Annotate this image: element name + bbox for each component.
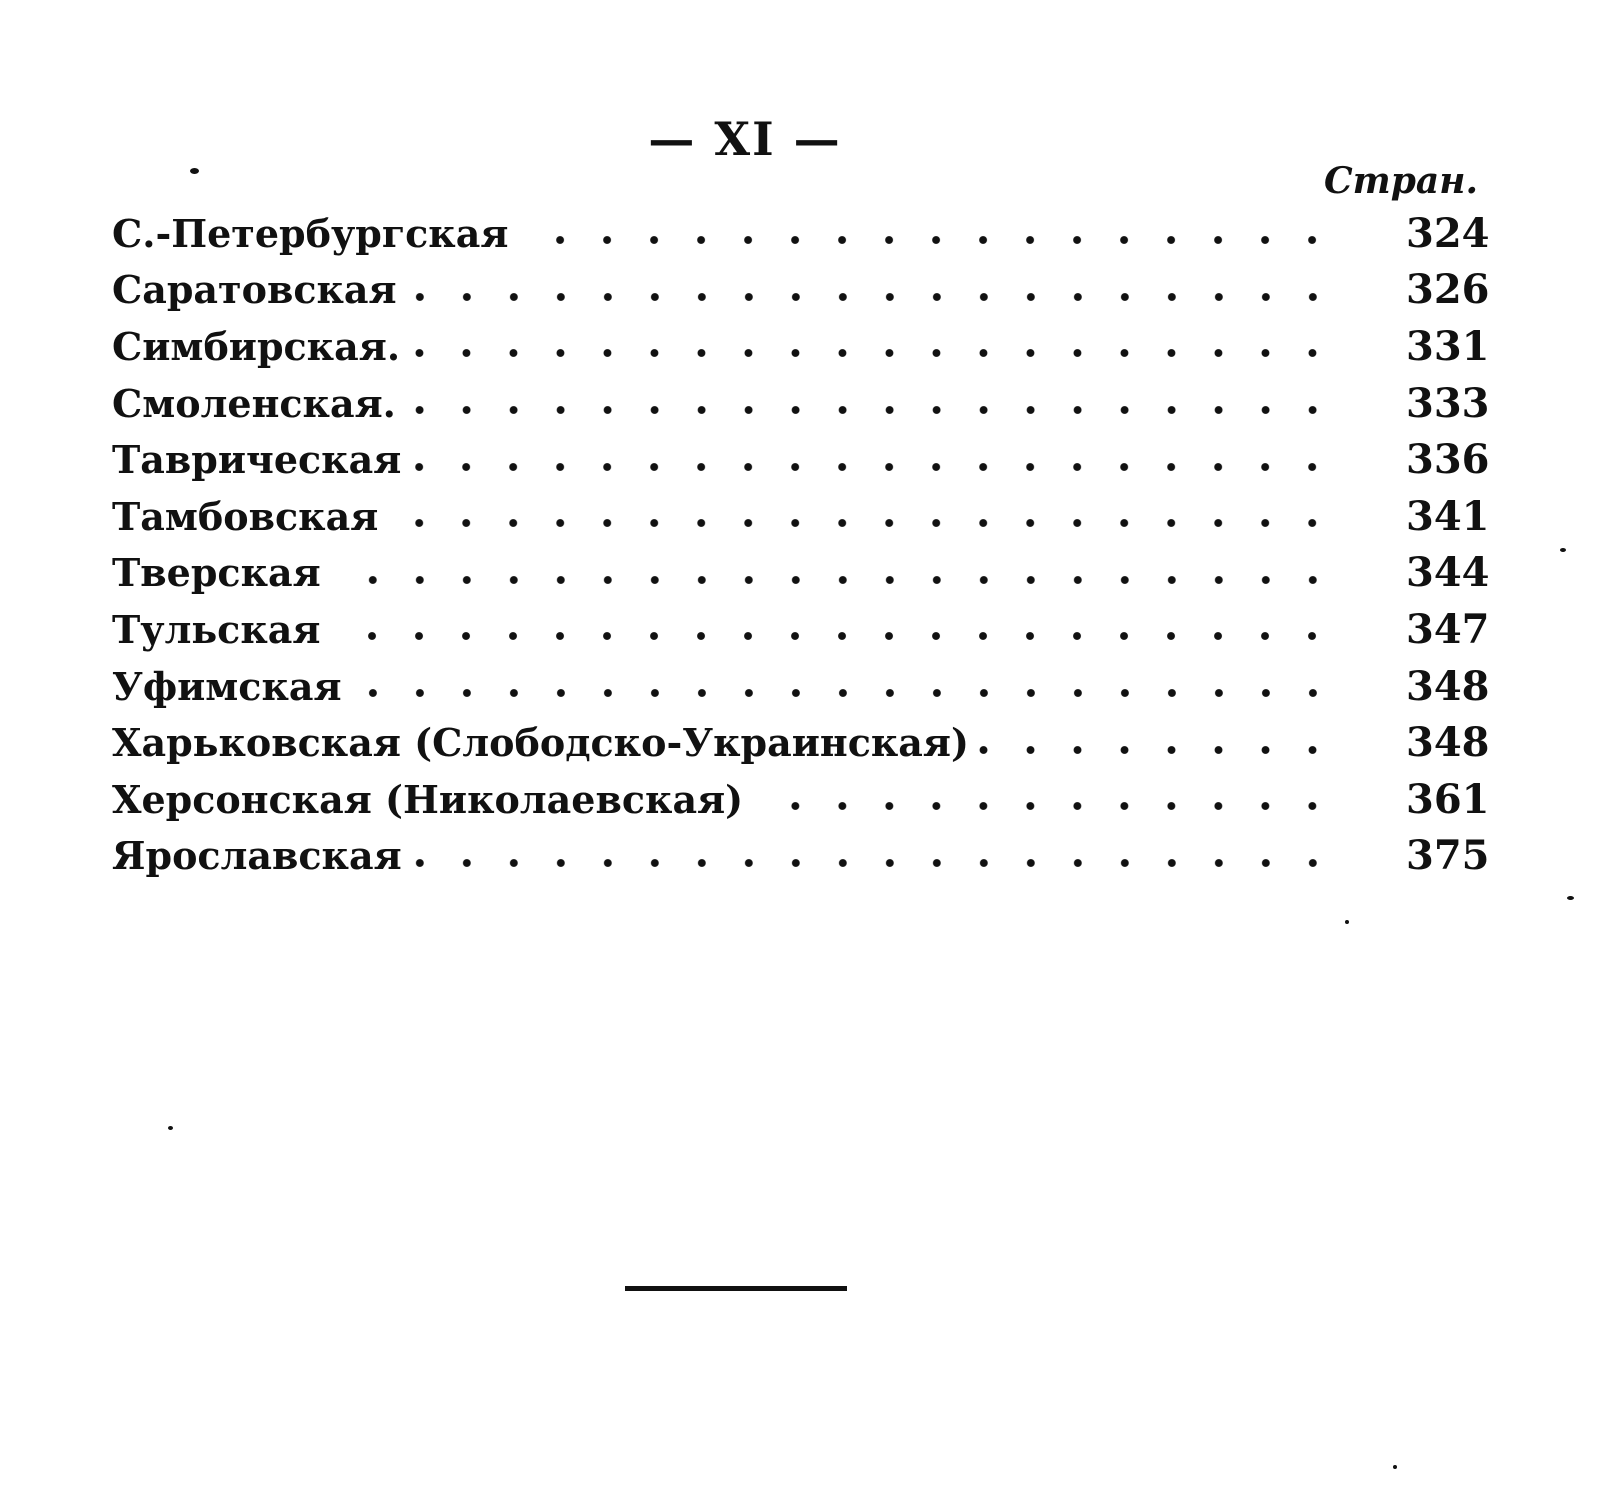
- toc-entry-title: Ярославская: [112, 833, 412, 878]
- toc-entry-title: Тверская: [112, 550, 331, 595]
- toc-entry-page: 375: [1406, 832, 1490, 880]
- toc-entry: [112, 431, 1490, 488]
- toc-entry: [112, 771, 1490, 828]
- toc-entry-title: Тамбовская: [112, 494, 388, 539]
- dot-leader: [412, 858, 1336, 868]
- toc-entry-title: Саратовская: [112, 267, 407, 312]
- toc-entry-page: 347: [1406, 605, 1490, 653]
- toc-entry-page: 348: [1406, 662, 1490, 710]
- dot-leader: [410, 348, 1336, 358]
- toc-entry-title: Харьковская (Слободско-Украинская): [112, 720, 979, 765]
- toc-entry-title: Херсонская (Николаевская): [112, 777, 753, 822]
- toc-entry: [112, 318, 1490, 375]
- toc-entry-page: 331: [1406, 322, 1490, 370]
- toc-entry-title: Таврическая: [112, 437, 411, 482]
- toc-entry-page: 333: [1406, 379, 1490, 427]
- scan-speck: [1345, 920, 1349, 924]
- table-of-contents: [112, 205, 1490, 884]
- dot-leader: [352, 688, 1336, 698]
- dot-leader: [331, 575, 1336, 585]
- dot-leader: [753, 801, 1336, 811]
- toc-entry-page: 326: [1406, 266, 1490, 314]
- scan-speck: [1567, 896, 1574, 900]
- toc-entry: [112, 714, 1490, 771]
- scan-speck: [190, 168, 199, 174]
- scan-speck: [1560, 548, 1566, 552]
- dot-leader: [407, 292, 1336, 302]
- toc-entry-title: Уфимская: [112, 664, 352, 709]
- toc-entry-page: 341: [1406, 492, 1490, 540]
- dot-leader: [979, 745, 1336, 755]
- dot-leader: [518, 235, 1336, 245]
- toc-entry: [112, 262, 1490, 319]
- toc-entry: [112, 205, 1490, 262]
- scan-speck: [1393, 1465, 1397, 1469]
- toc-entry: [112, 658, 1490, 715]
- toc-entry-page: 361: [1406, 775, 1490, 823]
- dot-leader: [330, 631, 1336, 641]
- toc-entry-page: 324: [1406, 209, 1490, 257]
- toc-entry-title: Смоленская.: [112, 381, 406, 426]
- dot-leader: [411, 462, 1336, 472]
- toc-entry: [112, 545, 1490, 602]
- dot-leader: [406, 405, 1336, 415]
- toc-entry: [112, 601, 1490, 658]
- toc-entry: [112, 828, 1490, 885]
- toc-entry-title: С.-Петербургская: [112, 211, 518, 256]
- section-end-rule: [625, 1286, 847, 1291]
- toc-entry-page: 348: [1406, 719, 1490, 767]
- scan-speck: [168, 1126, 173, 1130]
- toc-entry-page: 344: [1406, 549, 1490, 597]
- toc-entry-page: 336: [1406, 436, 1490, 484]
- dot-leader: [388, 518, 1336, 528]
- toc-entry-title: Симбирская.: [112, 324, 410, 369]
- page-column-label: Стран.: [1323, 160, 1478, 202]
- toc-entry: [112, 375, 1490, 432]
- page-number: — XI —: [648, 112, 842, 166]
- toc-entry: [112, 488, 1490, 545]
- toc-entry-title: Тульская: [112, 607, 330, 652]
